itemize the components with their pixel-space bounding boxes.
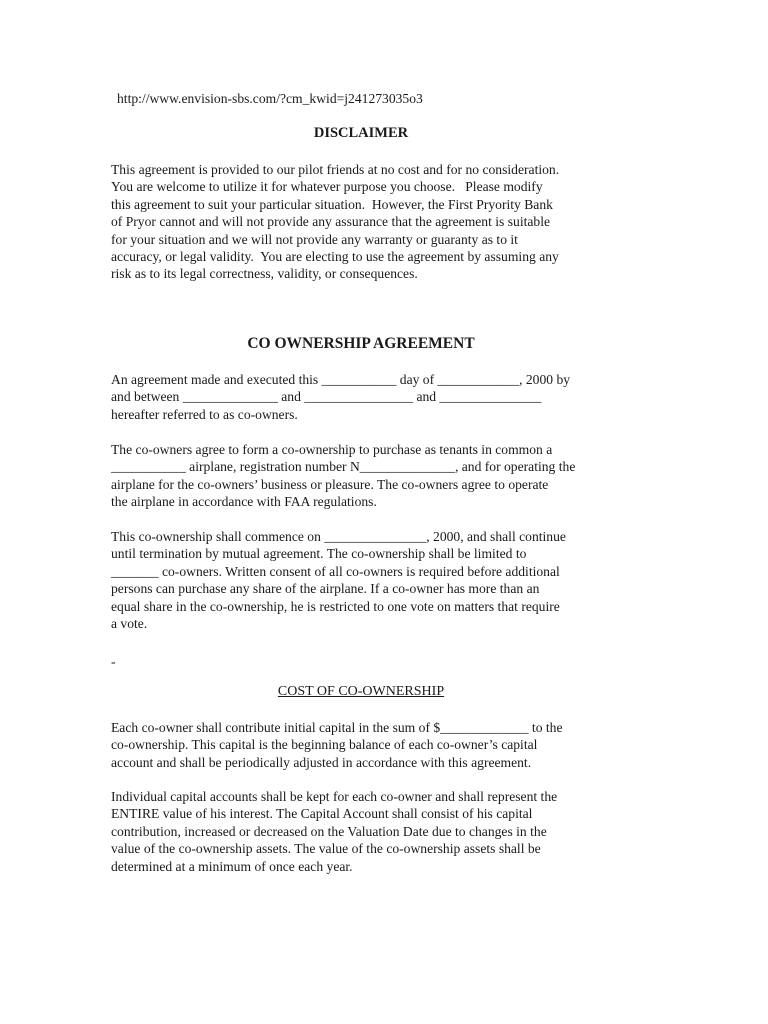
text-line: ___________ airplane, registration number N______________, and for operating the (111, 459, 576, 475)
text-line: equal share in the co-ownership, he is restricted to one vote on matters that require (111, 598, 560, 614)
text-line: accuracy, or legal validity. You are electing to use the agreement by assuming any (111, 249, 559, 265)
capital-accounts-paragraph (111, 788, 631, 875)
stray-dash: - (111, 654, 116, 669)
text-line: a vote. (111, 616, 148, 632)
text-line: account and shall be periodically adjusted in accordance with this agreement. (111, 754, 532, 770)
capital-paragraph (111, 719, 631, 771)
agreement-executed-paragraph (111, 371, 631, 423)
text-line: co-ownership. This capital is the beginning balance of each co-owner’s capital (111, 737, 538, 753)
text-line: of Pryor cannot and will not provide any assurance that the agreement is suitable (111, 214, 551, 230)
text-line: This co-ownership shall commence on _______________, 2000, and shall continue (111, 529, 566, 544)
text-line: Individual capital accounts shall be kept for each co-owner and shall represent the (111, 789, 558, 804)
text-line: contribution, increased or decreased on the Valuation Date due to changes in the (111, 823, 547, 839)
text-line: for your situation and we will not provide any warranty or guaranty as to it (111, 231, 518, 247)
cost-heading: COST OF CO-OWNERSHIP (277, 684, 445, 699)
text-line: An agreement made and executed this ___________ day of ____________, 2000 by (111, 372, 571, 387)
commencement-paragraph (111, 528, 631, 632)
source-url: http://www.envision-sbs.com/?cm_kwid=j241273035o3 (117, 91, 423, 106)
text-line: until termination by mutual agreement. The co-ownership shall be limited to (111, 546, 527, 562)
text-line: This agreement is provided to our pilot friends at no cost and for no consideration. (111, 162, 560, 177)
text-line: You are welcome to utilize it for whatever purpose you choose. Please modify (111, 179, 543, 195)
text-line: and between ______________ and ________________ and _______________ (111, 389, 542, 405)
text-line: risk as to its legal correctness, validity, or consequences. (111, 266, 418, 282)
text-line: _______ co-owners. Written consent of all co-owners is required before additional (111, 563, 560, 579)
agreement-title: CO OWNERSHIP AGREEMENT (247, 335, 475, 352)
text-line: persons can purchase any share of the airplane. If a co-owner has more than an (111, 581, 540, 597)
text-line: Each co-owner shall contribute initial capital in the sum of $_____________ to the (111, 720, 563, 735)
text-line: hereafter referred to as co-owners. (111, 406, 298, 422)
disclaimer-heading: DISCLAIMER (313, 125, 409, 141)
text-line: the airplane in accordance with FAA regulations. (111, 494, 377, 510)
purchase-paragraph (111, 441, 631, 511)
text-line: determined at a minimum of once each year. (111, 858, 353, 874)
text-line: value of the co-ownership assets. The value of the co-ownership assets shall be (111, 841, 541, 857)
text-line: airplane for the co-owners’ business or pleasure. The co-owners agree to operate (111, 476, 549, 492)
text-line: ENTIRE value of his interest. The Capital Account shall consist of his capital (111, 806, 533, 822)
text-line: this agreement to suit your particular situation. However, the First Pryority Bank (111, 196, 553, 212)
disclaimer-paragraph (111, 161, 631, 283)
text-line: The co-owners agree to form a co-ownership to purchase as tenants in common a (111, 442, 553, 457)
